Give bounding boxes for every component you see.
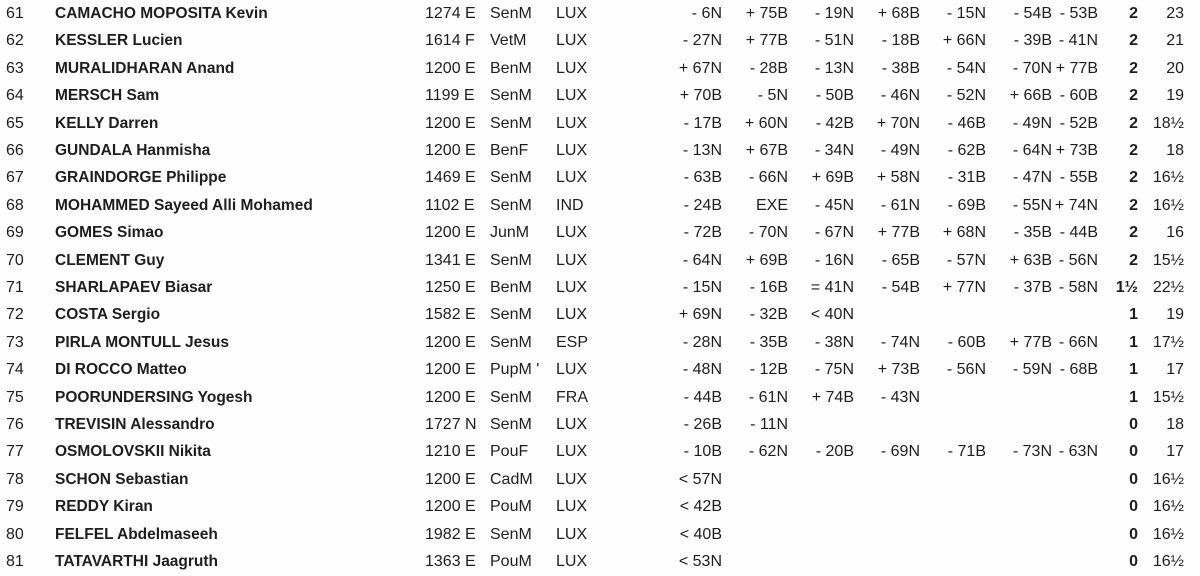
round-result-1: < 42B <box>679 498 722 516</box>
round-result-5: - 69B <box>947 196 986 214</box>
rating-cell: 1200 E <box>425 498 476 516</box>
round-result-2: + 60N <box>744 114 788 132</box>
round-result-1: + 70B <box>679 87 722 105</box>
points-cell: 0 <box>1129 470 1138 488</box>
tiebreak-cell: 16½ <box>1152 525 1184 543</box>
federation-cell: LUX <box>556 470 588 488</box>
round-result-2: - 66N <box>748 169 788 187</box>
tiebreak-cell: 16½ <box>1152 498 1184 516</box>
rating-cell: 1200 E <box>425 142 476 159</box>
table-row <box>0 329 1200 356</box>
round-result-6: - 47N <box>1012 169 1052 187</box>
rank-cell: 73 <box>6 333 24 351</box>
round-result-2: - 5N <box>757 87 788 105</box>
round-result-3: - 45N <box>814 196 854 214</box>
rating-cell: 1200 E <box>425 361 476 379</box>
rank-cell: 72 <box>6 306 24 324</box>
player-name: CAMACHO MOPOSITA Kevin <box>55 5 268 22</box>
table-row <box>0 110 1200 137</box>
player-name: POORUNDERSING Yogesh <box>55 388 253 406</box>
player-name: TREVISIN Alessandro <box>55 416 215 433</box>
rank-cell: 64 <box>6 87 24 105</box>
round-result-2: - 28B <box>749 59 788 77</box>
category-cell: PupM ' <box>490 361 540 379</box>
category-cell: SenM <box>490 251 532 269</box>
tiebreak-cell: 15½ <box>1152 388 1184 406</box>
points-cell: 2 <box>1129 32 1138 50</box>
round-result-6: - 39B <box>1013 32 1052 50</box>
round-result-4: - 54B <box>881 279 920 296</box>
tiebreak-cell: 22½ <box>1152 279 1184 296</box>
round-result-4: - 38B <box>881 59 920 77</box>
points-cell: 1 <box>1129 306 1138 324</box>
rating-cell: 1200 E <box>425 388 476 406</box>
round-result-4: - 65B <box>881 251 920 269</box>
player-name: REDDY Kiran <box>55 498 153 516</box>
round-result-7: - 63N <box>1058 443 1098 461</box>
round-result-2: - 35B <box>749 333 788 351</box>
tiebreak-cell: 21 <box>1166 32 1184 50</box>
round-result-6: - 55N <box>1012 196 1052 214</box>
player-name: DI ROCCO Matteo <box>55 361 187 379</box>
rank-cell: 65 <box>6 114 24 132</box>
tiebreak-cell: 18 <box>1166 416 1184 433</box>
table-row <box>0 164 1200 191</box>
category-cell: BenM <box>490 59 532 77</box>
player-name: MERSCH Sam <box>55 87 160 105</box>
table-row <box>0 438 1200 465</box>
round-result-5: - 46B <box>947 114 986 132</box>
player-name: COSTA Sergio <box>55 306 161 324</box>
rating-cell: 1102 E <box>425 196 475 214</box>
rank-cell: 69 <box>6 224 24 242</box>
federation-cell: LUX <box>556 306 588 324</box>
round-result-3: + 69B <box>811 169 854 187</box>
round-result-2: EXE <box>755 196 788 214</box>
round-result-2: - 12B <box>749 361 788 379</box>
round-result-3: < 40N <box>810 306 854 324</box>
round-result-3: - 19N <box>814 5 854 22</box>
rank-cell: 80 <box>6 525 24 543</box>
round-result-2: + 77B <box>745 32 788 50</box>
round-result-4: + 68B <box>877 5 920 22</box>
category-cell: SenM <box>490 169 532 187</box>
table-row <box>0 55 1200 82</box>
round-result-4: - 74N <box>880 333 920 351</box>
round-result-1: + 69N <box>678 306 722 324</box>
federation-cell: LUX <box>556 114 588 132</box>
round-result-7: + 74N <box>1054 196 1098 214</box>
category-cell: PouM <box>490 498 532 516</box>
round-result-7: - 55B <box>1059 169 1098 187</box>
table-row <box>0 521 1200 548</box>
round-result-1: - 17B <box>683 114 722 132</box>
category-cell: PouM <box>490 553 532 570</box>
category-cell: SenM <box>490 388 532 406</box>
round-result-1: < 57N <box>678 470 722 488</box>
category-cell: SenM <box>490 5 532 22</box>
round-result-1: - 27N <box>682 32 722 50</box>
rank-cell: 79 <box>6 498 24 516</box>
round-result-5: - 15N <box>946 5 986 22</box>
rating-cell: 1210 E <box>425 443 476 461</box>
player-name: GUNDALA Hanmisha <box>55 142 211 159</box>
round-result-6: - 37B <box>1013 279 1052 296</box>
category-cell: BenF <box>490 142 529 159</box>
round-result-7: - 52B <box>1059 114 1098 132</box>
round-result-5: - 60B <box>947 333 986 351</box>
round-result-1: - 15N <box>682 279 722 296</box>
category-cell: SenM <box>490 306 532 324</box>
round-result-1: - 64N <box>682 251 722 269</box>
round-result-7: - 41N <box>1058 32 1098 50</box>
round-result-3: - 51N <box>814 32 854 50</box>
points-cell: 1 <box>1129 333 1138 351</box>
tiebreak-cell: 19 <box>1166 306 1184 324</box>
round-result-5: - 54N <box>946 59 986 77</box>
tiebreak-cell: 17 <box>1166 361 1184 379</box>
tiebreak-cell: 20 <box>1166 59 1184 77</box>
round-result-6: - 49N <box>1012 114 1052 132</box>
rank-cell: 67 <box>6 169 24 187</box>
round-result-6: + 77B <box>1009 333 1052 351</box>
round-result-1: - 63B <box>683 169 722 187</box>
rating-cell: 1199 E <box>425 87 475 105</box>
player-name: SHARLAPAEV Biasar <box>55 279 213 296</box>
round-result-4: + 73B <box>877 361 920 379</box>
round-result-6: + 66B <box>1009 87 1052 105</box>
points-cell: 0 <box>1129 416 1138 433</box>
tiebreak-cell: 19 <box>1166 87 1184 105</box>
round-result-4: + 77B <box>877 224 920 242</box>
federation-cell: IND <box>556 196 584 214</box>
round-result-4: + 58N <box>876 169 920 187</box>
federation-cell: LUX <box>556 142 588 159</box>
player-name: OSMOLOVSKII Nikita <box>55 443 211 461</box>
table-row <box>0 493 1200 520</box>
points-cell: 1 <box>1129 361 1138 379</box>
round-result-5: + 68N <box>942 224 986 242</box>
round-result-3: - 42B <box>815 114 854 132</box>
round-result-1: - 6N <box>691 5 722 22</box>
points-cell: 1½ <box>1115 279 1138 296</box>
tiebreak-cell: 15½ <box>1152 251 1184 269</box>
federation-cell: LUX <box>556 553 588 570</box>
federation-cell: LUX <box>556 416 588 433</box>
table-row <box>0 82 1200 109</box>
round-result-7: - 44B <box>1059 224 1098 242</box>
round-result-4: - 69N <box>880 443 920 461</box>
category-cell: CadM <box>490 470 533 488</box>
round-result-1: + 67N <box>678 59 722 77</box>
table-row <box>0 466 1200 493</box>
points-cell: 0 <box>1129 443 1138 461</box>
federation-cell: LUX <box>556 59 588 77</box>
round-result-3: - 16N <box>814 251 854 269</box>
round-result-1: < 53N <box>678 553 722 570</box>
rank-cell: 70 <box>6 251 24 269</box>
table-row <box>0 301 1200 328</box>
round-result-1: - 28N <box>682 333 722 351</box>
round-result-3: - 75N <box>814 361 854 379</box>
player-name: MOHAMMED Sayeed Alli Mohamed <box>55 196 313 214</box>
tiebreak-cell: 23 <box>1166 5 1184 22</box>
rank-cell: 78 <box>6 470 24 488</box>
table-row <box>0 192 1200 219</box>
round-result-6: + 63B <box>1009 251 1052 269</box>
category-cell: VetM <box>490 32 527 50</box>
player-name: KESSLER Lucien <box>55 32 183 50</box>
round-result-6: - 64N <box>1012 142 1052 159</box>
round-result-6: - 70N <box>1012 59 1052 77</box>
federation-cell: LUX <box>556 361 588 379</box>
rating-cell: 1582 E <box>425 306 476 324</box>
round-result-4: - 61N <box>880 196 920 214</box>
federation-cell: LUX <box>556 169 588 187</box>
rank-cell: 66 <box>6 142 24 159</box>
round-result-4: - 43N <box>880 388 920 406</box>
round-result-5: - 52N <box>946 87 986 105</box>
round-result-3: + 74B <box>811 388 854 406</box>
round-result-5: + 77N <box>942 279 986 296</box>
rating-cell: 1982 E <box>425 525 476 543</box>
round-result-1: - 44B <box>683 388 722 406</box>
round-result-2: - 62N <box>748 443 788 461</box>
round-result-5: - 31B <box>947 169 986 187</box>
tiebreak-cell: 16½ <box>1152 169 1184 187</box>
points-cell: 2 <box>1129 224 1138 242</box>
rank-cell: 62 <box>6 32 24 50</box>
round-result-7: - 56N <box>1058 251 1098 269</box>
round-result-5: - 62B <box>947 142 986 159</box>
points-cell: 2 <box>1129 5 1138 22</box>
rank-cell: 76 <box>6 416 24 433</box>
federation-cell: LUX <box>556 5 588 22</box>
round-result-5: - 71B <box>947 443 986 461</box>
round-result-7: - 60B <box>1059 87 1098 105</box>
tiebreak-cell: 16 <box>1166 224 1184 242</box>
table-row <box>0 411 1200 438</box>
player-name: GRAINDORGE Philippe <box>55 169 227 187</box>
round-result-1: - 48N <box>682 361 722 379</box>
round-result-6: - 54B <box>1013 5 1052 22</box>
federation-cell: LUX <box>556 251 588 269</box>
rank-cell: 63 <box>6 59 24 77</box>
table-row <box>0 548 1200 575</box>
federation-cell: LUX <box>556 498 588 516</box>
category-cell: SenM <box>490 196 532 214</box>
points-cell: 0 <box>1129 498 1138 516</box>
points-cell: 0 <box>1129 525 1138 543</box>
federation-cell: FRA <box>556 388 588 406</box>
table-row <box>0 27 1200 54</box>
category-cell: SenM <box>490 525 532 543</box>
round-result-2: + 75B <box>745 5 788 22</box>
rating-cell: 1200 E <box>425 59 476 77</box>
rating-cell: 1614 F <box>425 32 475 50</box>
tiebreak-cell: 17 <box>1166 443 1184 461</box>
round-result-2: + 69B <box>745 251 788 269</box>
federation-cell: ESP <box>556 333 589 351</box>
player-name: KELLY Darren <box>55 114 159 132</box>
round-result-3: - 34N <box>814 142 854 159</box>
rating-cell: 1200 E <box>425 470 476 488</box>
round-result-5: + 66N <box>942 32 986 50</box>
player-name: FELFEL Abdelmaseeh <box>55 525 218 543</box>
rating-cell: 1250 E <box>425 279 476 296</box>
round-result-3: - 50B <box>815 87 854 105</box>
tiebreak-cell: 16½ <box>1152 470 1184 488</box>
round-result-2: - 70N <box>748 224 788 242</box>
player-name: CLEMENT Guy <box>55 251 165 269</box>
round-result-2: - 32B <box>749 306 788 324</box>
round-result-2: - 61N <box>748 388 788 406</box>
table-row <box>0 274 1200 301</box>
federation-cell: LUX <box>556 279 588 296</box>
round-result-7: - 66N <box>1058 333 1098 351</box>
federation-cell: LUX <box>556 32 588 50</box>
rating-cell: 1274 E <box>425 5 476 22</box>
round-result-1: - 13N <box>682 142 722 159</box>
rank-cell: 77 <box>6 443 24 461</box>
rank-cell: 81 <box>6 553 24 570</box>
points-cell: 2 <box>1129 59 1138 77</box>
table-row <box>0 219 1200 246</box>
player-name: PIRLA MONTULL Jesus <box>55 333 229 351</box>
round-result-7: + 73B <box>1055 142 1098 159</box>
round-result-1: - 26B <box>683 416 722 433</box>
round-result-5: - 56N <box>946 361 986 379</box>
round-result-7: - 68B <box>1059 361 1098 379</box>
round-result-6: - 59N <box>1012 361 1052 379</box>
table-row <box>0 384 1200 411</box>
round-result-2: - 11N <box>750 416 788 433</box>
rating-cell: 1363 E <box>425 553 476 570</box>
rank-cell: 74 <box>6 361 24 379</box>
round-result-2: + 67B <box>745 142 788 159</box>
round-result-3: - 38N <box>814 333 854 351</box>
federation-cell: LUX <box>556 443 588 461</box>
rating-cell: 1727 N <box>425 416 477 433</box>
category-cell: SenM <box>490 416 532 433</box>
round-result-1: - 24B <box>683 196 722 214</box>
category-cell: JunM <box>490 224 530 242</box>
tiebreak-cell: 18½ <box>1152 114 1184 132</box>
tiebreak-cell: 18 <box>1166 142 1184 159</box>
player-name: TATAVARTHI Jaagruth <box>55 553 219 570</box>
federation-cell: LUX <box>556 87 588 105</box>
round-result-1: - 72B <box>683 224 722 242</box>
table-row <box>0 0 1200 27</box>
rating-cell: 1200 E <box>425 114 476 132</box>
round-result-1: < 40B <box>679 525 722 543</box>
round-result-7: + 77B <box>1055 59 1098 77</box>
rank-cell: 61 <box>6 5 24 22</box>
category-cell: BenM <box>490 279 532 296</box>
round-result-3: - 67N <box>814 224 854 242</box>
tiebreak-cell: 16½ <box>1152 196 1184 214</box>
round-result-7: - 53B <box>1059 5 1098 22</box>
round-result-4: - 46N <box>880 87 920 105</box>
rank-cell: 68 <box>6 196 24 214</box>
rating-cell: 1341 E <box>425 251 476 269</box>
round-result-6: - 73N <box>1012 443 1052 461</box>
category-cell: SenM <box>490 87 532 105</box>
round-result-7: - 58N <box>1058 279 1098 296</box>
points-cell: 2 <box>1129 87 1138 105</box>
points-cell: 2 <box>1129 251 1138 269</box>
points-cell: 2 <box>1129 142 1138 159</box>
round-result-4: + 70N <box>876 114 920 132</box>
round-result-1: - 10B <box>683 443 722 461</box>
table-row <box>0 137 1200 164</box>
federation-cell: LUX <box>556 525 588 543</box>
points-cell: 2 <box>1129 196 1138 214</box>
player-name: MURALIDHARAN Anand <box>55 59 235 77</box>
federation-cell: LUX <box>556 224 588 242</box>
player-name: SCHON Sebastian <box>55 470 189 488</box>
table-row <box>0 247 1200 274</box>
tiebreak-cell: 16½ <box>1152 553 1184 570</box>
round-result-2: - 16B <box>749 279 788 296</box>
round-result-6: - 35B <box>1013 224 1052 242</box>
points-cell: 2 <box>1129 114 1138 132</box>
rating-cell: 1469 E <box>425 169 476 187</box>
round-result-3: - 13N <box>814 59 854 77</box>
category-cell: SenM <box>490 114 532 132</box>
points-cell: 2 <box>1129 169 1138 187</box>
rank-cell: 75 <box>6 388 24 406</box>
round-result-3: - 20B <box>815 443 854 461</box>
rating-cell: 1200 E <box>425 333 476 351</box>
category-cell: SenM <box>490 333 532 351</box>
tiebreak-cell: 17½ <box>1152 333 1184 351</box>
round-result-5: - 57N <box>946 251 986 269</box>
player-name: GOMES Simao <box>55 224 164 242</box>
rating-cell: 1200 E <box>425 224 476 242</box>
round-result-4: - 49N <box>880 142 920 159</box>
category-cell: PouF <box>490 443 529 461</box>
points-cell: 1 <box>1129 388 1138 406</box>
rank-cell: 71 <box>6 279 24 296</box>
round-result-3: = 41N <box>810 279 854 296</box>
round-result-4: - 18B <box>881 32 920 50</box>
points-cell: 0 <box>1129 553 1138 570</box>
table-row <box>0 356 1200 383</box>
